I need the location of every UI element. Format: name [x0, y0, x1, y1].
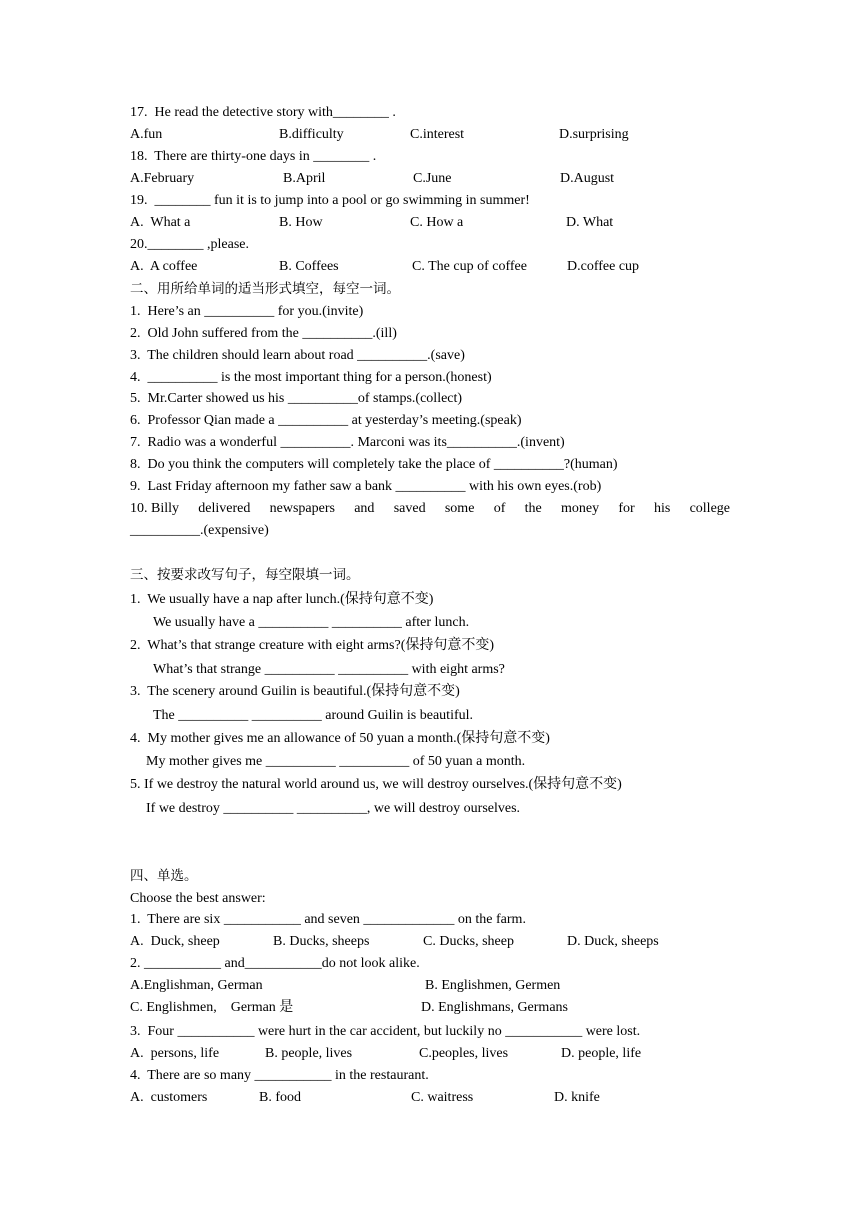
option: B.difficulty	[279, 127, 344, 142]
option: B. Englishmen, Germen	[425, 978, 561, 993]
mc-question: 3. Four ___________ were hurt in the car accident, but luckily no ___________ were lost.	[130, 1024, 641, 1039]
word: 10. Billy	[130, 501, 180, 516]
fill-item: 6. Professor Qian made a __________ at yesterday’s meeting.(speak)	[130, 413, 522, 428]
fill-item: 1. Here’s an __________ for you.(invite)	[130, 304, 364, 319]
rewrite-answer: The __________ __________ around Guilin is beautiful.	[153, 708, 474, 723]
option: D. Duck, sheeps	[567, 934, 659, 949]
option: D.August	[560, 171, 615, 186]
option: D. people, life	[561, 1046, 642, 1061]
option: D.surprising	[559, 127, 629, 142]
option: B. people, lives	[265, 1046, 353, 1061]
option: B. Coffees	[279, 259, 339, 274]
option: A.fun	[130, 127, 163, 142]
option: B.April	[283, 171, 326, 186]
section-heading: 四、单选。	[130, 868, 198, 884]
fill-item: 8. Do you think the computers will completely take the place of __________?(human)	[130, 457, 618, 472]
rewrite-question: 2. What’s that strange creature with eight arms?(保持句意不变)	[130, 638, 495, 653]
rewrite-answer: If we destroy __________ __________, we will destroy ourselves.	[146, 801, 521, 816]
word: newspapers	[269, 501, 335, 516]
mc-question: 4. There are so many ___________ in the restaurant.	[130, 1068, 429, 1083]
question-17: 17. He read the detective story with________ .	[130, 105, 396, 120]
option: A. Duck, sheep	[130, 934, 220, 949]
fill-item-10-continued: __________.(expensive)	[130, 523, 269, 538]
word: college	[689, 501, 730, 516]
word: and	[354, 501, 375, 516]
word: his	[653, 501, 671, 516]
rewrite-answer: We usually have a __________ __________ after lunch.	[153, 615, 470, 630]
mc-question: 2. ___________ and___________do not look alike.	[130, 956, 420, 971]
word: of	[493, 501, 506, 516]
option: A. persons, life	[130, 1046, 220, 1061]
rewrite-question: 3. The scenery around Guilin is beautiful.(保持句意不变)	[130, 684, 460, 699]
option: A. What a	[130, 215, 191, 230]
mc-question: 1. There are six ___________ and seven _____________ on the farm.	[130, 912, 526, 927]
fill-item: 9. Last Friday afternoon my father saw a bank __________ with his own eyes.(rob)	[130, 479, 602, 494]
fill-item: 4. __________ is the most important thing for a person.(honest)	[130, 370, 492, 385]
word: delivered	[198, 501, 251, 516]
section-heading: 二、用所给单词的适当形式填空，每空一词。	[130, 281, 400, 297]
question-18: 18. There are thirty-one days in ________ .	[130, 149, 377, 164]
option: C. How a	[410, 215, 464, 230]
option: B. food	[259, 1090, 301, 1105]
question-20: 20.________ ,please.	[130, 237, 249, 252]
rewrite-question: 1. We usually have a nap after lunch.(保持句意不变)	[130, 592, 434, 607]
fill-item: 7. Radio was a wonderful __________. Marconi was its__________.(invent)	[130, 435, 565, 450]
option: C.June	[413, 171, 452, 186]
fill-item: 5. Mr.Carter showed us his __________of stamps.(collect)	[130, 391, 463, 406]
option: A. customers	[130, 1090, 208, 1105]
word: some	[444, 501, 475, 516]
option: C. Englishmen, German 是	[130, 1000, 294, 1015]
option: B. Ducks, sheeps	[273, 934, 370, 949]
option: C. The cup of coffee	[412, 259, 527, 274]
rewrite-question: 5. If we destroy the natural world around us, we will destroy ourselves.(保持句意不变)	[130, 777, 622, 792]
option: A.Englishman, German	[130, 978, 263, 993]
word: the	[524, 501, 542, 516]
rewrite-answer: What’s that strange __________ __________ with eight arms?	[153, 662, 505, 677]
option: C.interest	[410, 127, 465, 142]
word: money	[561, 501, 600, 516]
word: saved	[393, 501, 426, 516]
option: D. What	[566, 215, 614, 230]
fill-item: 2. Old John suffered from the __________.(ill)	[130, 326, 397, 341]
option: A.February	[130, 171, 195, 186]
word: for	[618, 501, 635, 516]
option: B. How	[279, 215, 323, 230]
option: A. A coffee	[130, 259, 198, 274]
option: C. Ducks, sheep	[423, 934, 514, 949]
rewrite-question: 4. My mother gives me an allowance of 50 yuan a month.(保持句意不变)	[130, 731, 550, 746]
section-heading: 三、按要求改写句子，每空限填一词。	[130, 567, 360, 583]
fill-item-10	[130, 500, 730, 518]
instruction: Choose the best answer:	[130, 891, 266, 906]
option: D.coffee cup	[567, 259, 640, 274]
option: D. Englishmans, Germans	[421, 1000, 568, 1015]
rewrite-answer: My mother gives me __________ __________ of 50 yuan a month.	[146, 754, 526, 769]
fill-item: 3. The children should learn about road __________.(save)	[130, 348, 465, 363]
question-19: 19. ________ fun it is to jump into a pool or go swimming in summer!	[130, 193, 530, 208]
option: D. knife	[554, 1090, 600, 1105]
option: C.peoples, lives	[419, 1046, 509, 1061]
option: C. waitress	[411, 1090, 474, 1105]
